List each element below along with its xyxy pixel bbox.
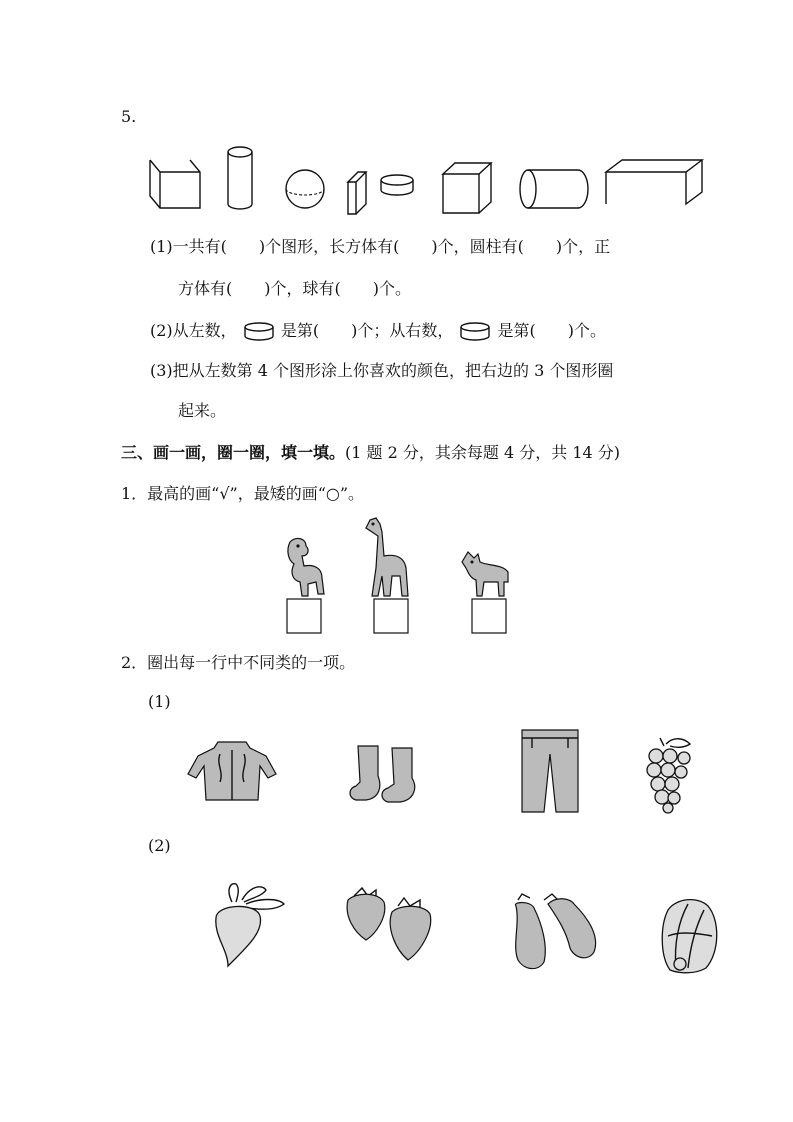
pedestal-box-3[interactable] — [471, 598, 507, 634]
cuboid-shape-8 — [602, 156, 706, 208]
pedestal-box-2[interactable] — [373, 598, 409, 634]
row-1-label: (1) — [148, 692, 171, 711]
socks-icon[interactable] — [348, 742, 434, 804]
grapes-icon[interactable] — [640, 734, 694, 814]
short-cylinder-icon — [242, 321, 276, 343]
section-3-heading — [121, 440, 620, 463]
sweater-icon[interactable] — [186, 738, 278, 806]
q5-sub3-line1: (3)把从左数第 4 个图形涂上你喜欢的颜色，把右边的 3 个图形圈 — [150, 361, 614, 380]
question-2-text: 2．圈出每一行中不同类的一项。 — [121, 653, 356, 672]
q5-sub3-line2: 起来。 — [178, 401, 227, 420]
eggplants-icon[interactable] — [508, 890, 602, 974]
pants-icon[interactable] — [518, 728, 582, 814]
goat-icon — [458, 548, 514, 600]
q5-sub2-part-b: 是第( )个；从右数， — [280, 321, 454, 340]
question-5-number: 5. — [121, 107, 137, 126]
q5-sub2-line — [150, 318, 606, 343]
section-3-scoring: (1 题 2 分，其余每题 4 分，共 14 分) — [345, 443, 621, 462]
giraffe-icon — [360, 516, 414, 600]
dog-icon — [280, 536, 328, 600]
row-2-label: (2) — [148, 836, 171, 855]
cylinder-shape-2 — [222, 142, 258, 214]
radish-icon[interactable] — [206, 878, 290, 970]
q5-sub1-line2: 方体有( )个，球有( )个。 — [178, 279, 411, 298]
section-3-title: 三、画一画，圈一圈，填一填。 — [121, 443, 346, 462]
sphere-shape-3 — [284, 168, 326, 210]
cube-shape-6 — [440, 160, 494, 216]
cabbage-icon[interactable] — [656, 896, 722, 974]
cylinder-shape-5 — [378, 172, 416, 200]
cuboid-shape-1 — [144, 154, 202, 214]
q5-sub2-part-c: 是第( )个。 — [497, 321, 607, 340]
strawberries-icon[interactable] — [342, 886, 438, 966]
short-cylinder-icon — [458, 321, 492, 343]
cylinder-shape-7 — [516, 166, 592, 212]
question-1-text: 1．最高的画“√”，最矮的画“○”。 — [121, 484, 365, 503]
cuboid-shape-4 — [344, 168, 370, 216]
q5-sub1-line1: (1)一共有( )个图形，长方体有( )个，圆柱有( )个，正 — [150, 237, 611, 256]
q5-sub2-part-a: (2)从左数， — [150, 321, 237, 340]
pedestal-box-1[interactable] — [286, 598, 322, 634]
